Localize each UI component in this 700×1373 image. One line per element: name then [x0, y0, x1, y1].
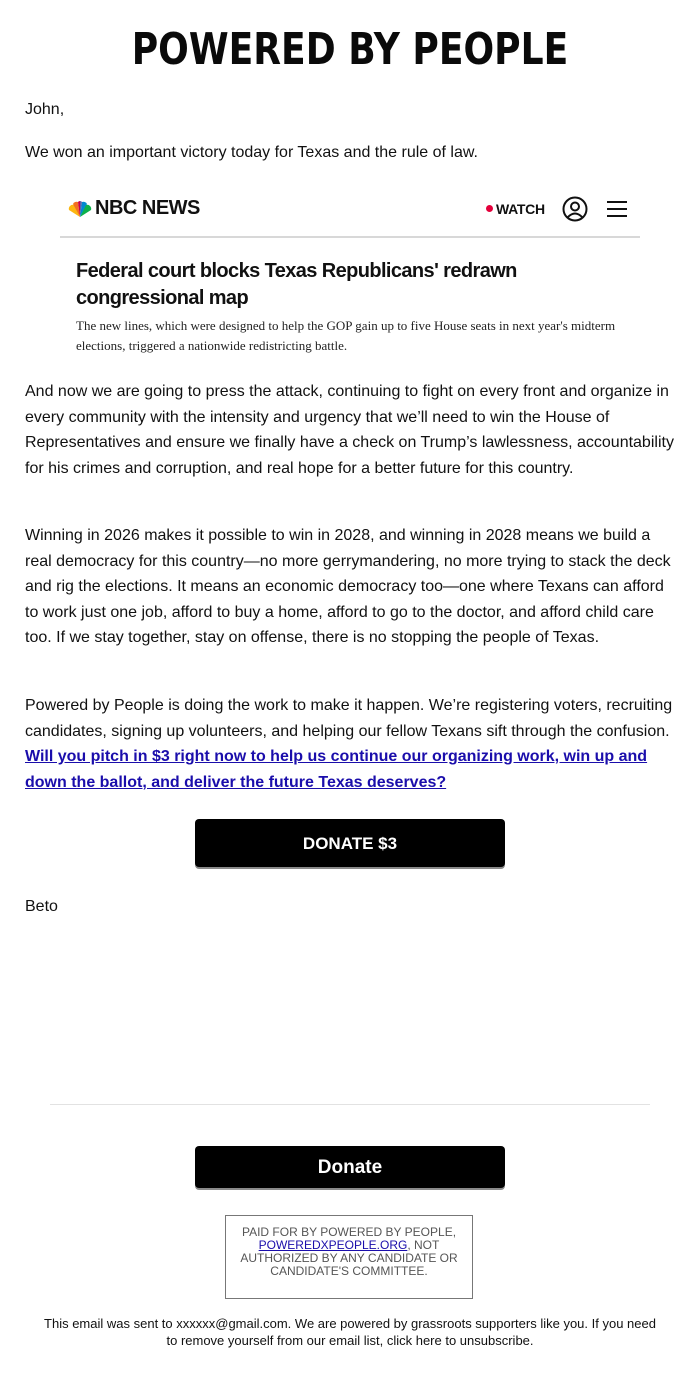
signoff: Beto [25, 898, 58, 915]
paid-for-disclaimer [225, 1215, 473, 1299]
account-icon[interactable] [562, 196, 588, 222]
email-intro: We won an important victory today for Texas and the rule of law. [25, 144, 478, 161]
watch-link[interactable] [486, 201, 545, 217]
body-paragraph-3 [25, 693, 680, 795]
donate-3-button[interactable]: DONATE $3 [195, 819, 505, 867]
paragraph-3-text: Powered by People is doing the work to make it happen. We’re registering voters, recruiting candidates, signing up volunteers, and helping our fellow Texans sift through the confusion. [25, 697, 673, 740]
nbc-peacock-icon [67, 201, 93, 217]
nbc-news-brand: NBC NEWS [95, 197, 200, 219]
footer-notice[interactable]: This email was sent to xxxxxx@gmail.com. We are powered by grassroots supporters like you. If you need to remove yourself from our email list, click here to unsubscribe. [44, 1316, 656, 1348]
email-greeting: John, [25, 101, 65, 118]
powered-by-people-logo: POWERED BY PEOPLE [131, 24, 569, 75]
paid-for-link[interactable]: POWEREDXPEOPLE.ORG [258, 1238, 408, 1252]
paid-for-suffix: , NOT AUTHORIZED BY ANY CANDIDATE OR CANDIDATE'S COMMITTEE. [240, 1238, 458, 1278]
hamburger-menu-icon[interactable] [607, 200, 627, 218]
watch-label: WATCH [496, 201, 545, 217]
paid-for-prefix: PAID FOR BY POWERED BY PEOPLE, [241, 1225, 457, 1239]
donate-button[interactable]: Donate [195, 1146, 505, 1188]
article-headline[interactable]: Federal court blocks Texas Republicans' redrawn congressional map [76, 260, 517, 309]
article-dek: The new lines, which were designed to help the GOP gain up to five House seats in next year's midterm elections, triggered a nationwide redistricting battle. [76, 318, 616, 353]
body-paragraph-2: Winning in 2026 makes it possible to win in 2028, and winning in 2028 means we build a real democracy for this country—no more gerrymandering, no more trying to stack the deck and rig the elections. It means an economic democracy too—one where Texans can afford to work just one job, afford to buy a home, afford to go to the doctor, and afford child care too. If we stay together, stay on offense, there is no stopping the people of Texas. [25, 527, 671, 646]
nbc-news-header[interactable] [60, 188, 640, 238]
donate-ask-link[interactable]: Will you pitch in $3 right now to help us continue our organizing work, win up and down the ballot, and deliver the future Texas deserves? [25, 748, 648, 791]
footer-divider [50, 1104, 650, 1105]
live-dot-icon [486, 205, 493, 212]
body-paragraph-1: And now we are going to press the attack, continuing to fight on every front and organize in every community with the intensity and urgency that we’ll need to win the House of Representatives and ensure we finally have a check on Trump’s lawlessness, accountability for his crimes and corruption, and real hope for a better future for this country. [25, 383, 674, 477]
